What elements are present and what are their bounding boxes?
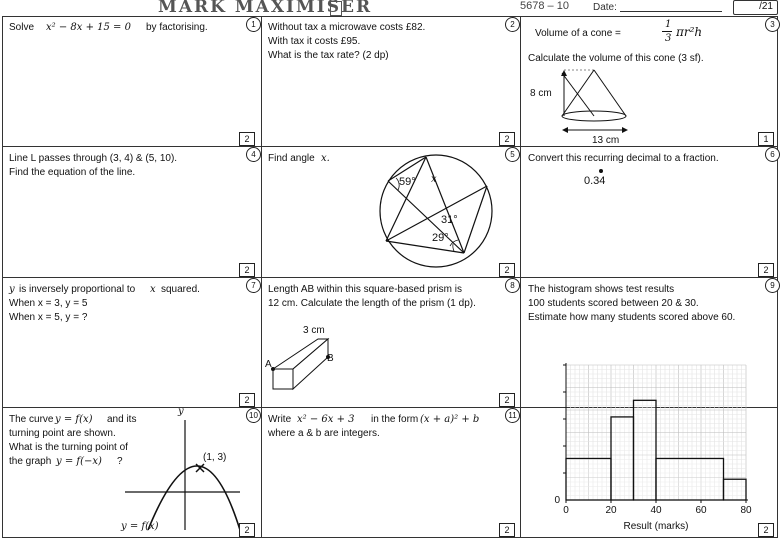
worksheet-code: 5678 – 10 bbox=[520, 0, 569, 12]
x-tick-label: 80 bbox=[740, 505, 752, 516]
q5-number: 5 bbox=[505, 147, 520, 162]
q3-fraction-denominator: 3 bbox=[665, 33, 672, 44]
q11-line-1c: in the form bbox=[371, 414, 419, 425]
worksheet-header bbox=[0, 0, 780, 16]
q6-marks: 2 bbox=[758, 263, 774, 277]
q10-line-3: What is the turning point of bbox=[9, 442, 128, 453]
q3-marks: 1 bbox=[758, 132, 774, 146]
q10-line-1c: and its bbox=[107, 414, 137, 425]
q11-line-2: where a & b are integers. bbox=[268, 428, 380, 439]
q10-line-2: turning point are shown. bbox=[9, 428, 116, 439]
height-arrow-head bbox=[561, 70, 567, 76]
q11-line-1b: x² − 6x + 3 bbox=[297, 414, 355, 425]
grid-divider bbox=[2, 146, 778, 147]
q10-line-1a: The curve bbox=[9, 414, 54, 425]
q2-line-1: Without tax a microwave costs £82. bbox=[268, 22, 426, 33]
q5-angle-29: 29° bbox=[432, 232, 449, 244]
y-tick-label: 0 bbox=[554, 495, 560, 506]
q3-height-label: 8 cm bbox=[530, 88, 552, 99]
circle bbox=[380, 155, 492, 267]
circle-theorem-diagram bbox=[370, 150, 500, 270]
x-tick-label: 0 bbox=[563, 505, 569, 516]
date-field[interactable] bbox=[620, 11, 722, 12]
cone-right-edge bbox=[594, 70, 626, 116]
q10-number: 10 bbox=[246, 408, 261, 423]
q5-variable: x. bbox=[321, 153, 330, 164]
q2-line-3: What is the tax rate? (2 dp) bbox=[268, 50, 389, 61]
q2-marks: 2 bbox=[499, 132, 515, 146]
q9-line-1: The histogram shows test results bbox=[528, 284, 675, 295]
q6-decimal: 0.34 bbox=[584, 175, 606, 187]
q11-line-1d: (x + a)² + b bbox=[420, 414, 480, 425]
q7-marks: 2 bbox=[239, 393, 255, 407]
q4-marks: 2 bbox=[239, 263, 255, 277]
parabola-curve bbox=[148, 466, 240, 530]
q2-number: 2 bbox=[505, 17, 520, 32]
q5-angle-31: 31° bbox=[441, 214, 458, 226]
q5-angle-x: x bbox=[431, 174, 437, 185]
q7-line-1: is inversely proportional to bbox=[19, 284, 136, 295]
q10-curve-label: y = f(x) bbox=[121, 521, 159, 532]
q8-line-1: Length AB within this square-based prism is bbox=[268, 284, 462, 295]
q6-task: Convert this recurring decimal to a fraction. bbox=[528, 153, 719, 164]
q10-line-4c: ? bbox=[117, 456, 123, 467]
histogram-bar-1 bbox=[611, 417, 634, 500]
grid-divider bbox=[2, 277, 778, 278]
q3-fraction-numerator: 1 bbox=[665, 19, 672, 30]
q1-suffix: by factorising. bbox=[146, 22, 208, 33]
q3-number: 3 bbox=[765, 17, 780, 32]
q5-marks: 2 bbox=[499, 263, 515, 277]
q8-line-2: 12 cm. Calculate the length of the prism (1 dp). bbox=[268, 298, 476, 309]
histogram-bar-4 bbox=[724, 479, 747, 500]
q3-diameter-label: 13 cm bbox=[592, 135, 620, 146]
histogram-bar-2 bbox=[634, 400, 657, 500]
cone-diagram bbox=[524, 62, 778, 146]
histogram bbox=[548, 340, 768, 535]
x-axis-label: Result (marks) bbox=[623, 521, 689, 532]
x-tick-label: 60 bbox=[695, 505, 707, 516]
q3-formula-rest: πr²h bbox=[676, 25, 703, 39]
q7-number: 7 bbox=[246, 278, 261, 293]
q10-point-label: (1, 3) bbox=[203, 452, 227, 463]
q5-angle-59: 59° bbox=[399, 176, 416, 188]
x-tick-label: 40 bbox=[650, 505, 662, 516]
q7-var-x: x bbox=[150, 284, 156, 295]
recurring-dot bbox=[599, 169, 603, 173]
q7-line-1-end: squared. bbox=[161, 284, 200, 295]
q4-line-2: Find the equation of the line. bbox=[9, 167, 136, 178]
q4-number: 4 bbox=[246, 147, 261, 162]
q2-line-2: With tax it costs £95. bbox=[268, 36, 361, 47]
q10-line-1b: y = f(x) bbox=[55, 414, 93, 425]
q8-number: 8 bbox=[505, 278, 520, 293]
q10-marks: 2 bbox=[239, 523, 255, 537]
q8-marks: 2 bbox=[499, 393, 515, 407]
q8-side-label: 3 cm bbox=[303, 325, 325, 336]
q1-number: 1 bbox=[246, 17, 261, 32]
score-box[interactable] bbox=[733, 0, 778, 15]
histogram-bar-3 bbox=[656, 458, 724, 500]
calculator-icon bbox=[330, 1, 342, 16]
q9-marks: 2 bbox=[758, 523, 774, 537]
q3-task: Calculate the volume of this cone (3 sf). bbox=[528, 53, 704, 64]
date-label: Date: bbox=[593, 2, 617, 13]
q3-formula-label: Volume of a cone = bbox=[535, 28, 621, 39]
q11-line-1a: Write bbox=[268, 414, 292, 425]
q11-number: 11 bbox=[505, 408, 520, 423]
q1-equation: x² − 8x + 15 = 0 bbox=[46, 22, 131, 33]
q3-fraction-bar bbox=[662, 31, 672, 32]
x-tick-label: 20 bbox=[605, 505, 617, 516]
q7-line-2: When x = 3, y = 5 bbox=[9, 298, 88, 309]
q8-label-b: B bbox=[327, 353, 334, 364]
q10-line-4a: the graph bbox=[9, 456, 52, 467]
q1-prefix: Solve bbox=[9, 22, 35, 33]
q9-number: 9 bbox=[765, 278, 780, 293]
histogram-bar-0 bbox=[566, 458, 611, 500]
q8-label-a: A bbox=[265, 359, 272, 370]
q7-line-3: When x = 5, y = ? bbox=[9, 312, 88, 323]
q6-number: 6 bbox=[765, 147, 780, 162]
q10-line-4b: y = f(−x) bbox=[56, 456, 102, 467]
total-score: /21 bbox=[759, 1, 773, 12]
parabola-graph bbox=[120, 412, 245, 537]
q11-marks: 2 bbox=[499, 523, 515, 537]
q10-axis-y-label: y bbox=[178, 406, 184, 417]
q4-line-1: Line L passes through (3, 4) & (5, 10). bbox=[9, 153, 178, 164]
q7-var-y: y bbox=[9, 284, 15, 295]
worksheet-title: MARK MAXIMISER bbox=[158, 0, 373, 17]
q5-prefix: Find angle bbox=[268, 153, 315, 164]
q9-line-3: Estimate how many students scored above 60. bbox=[528, 312, 736, 323]
q9-line-2: 100 students scored between 20 & 30. bbox=[528, 298, 699, 309]
q1-marks: 2 bbox=[239, 132, 255, 146]
